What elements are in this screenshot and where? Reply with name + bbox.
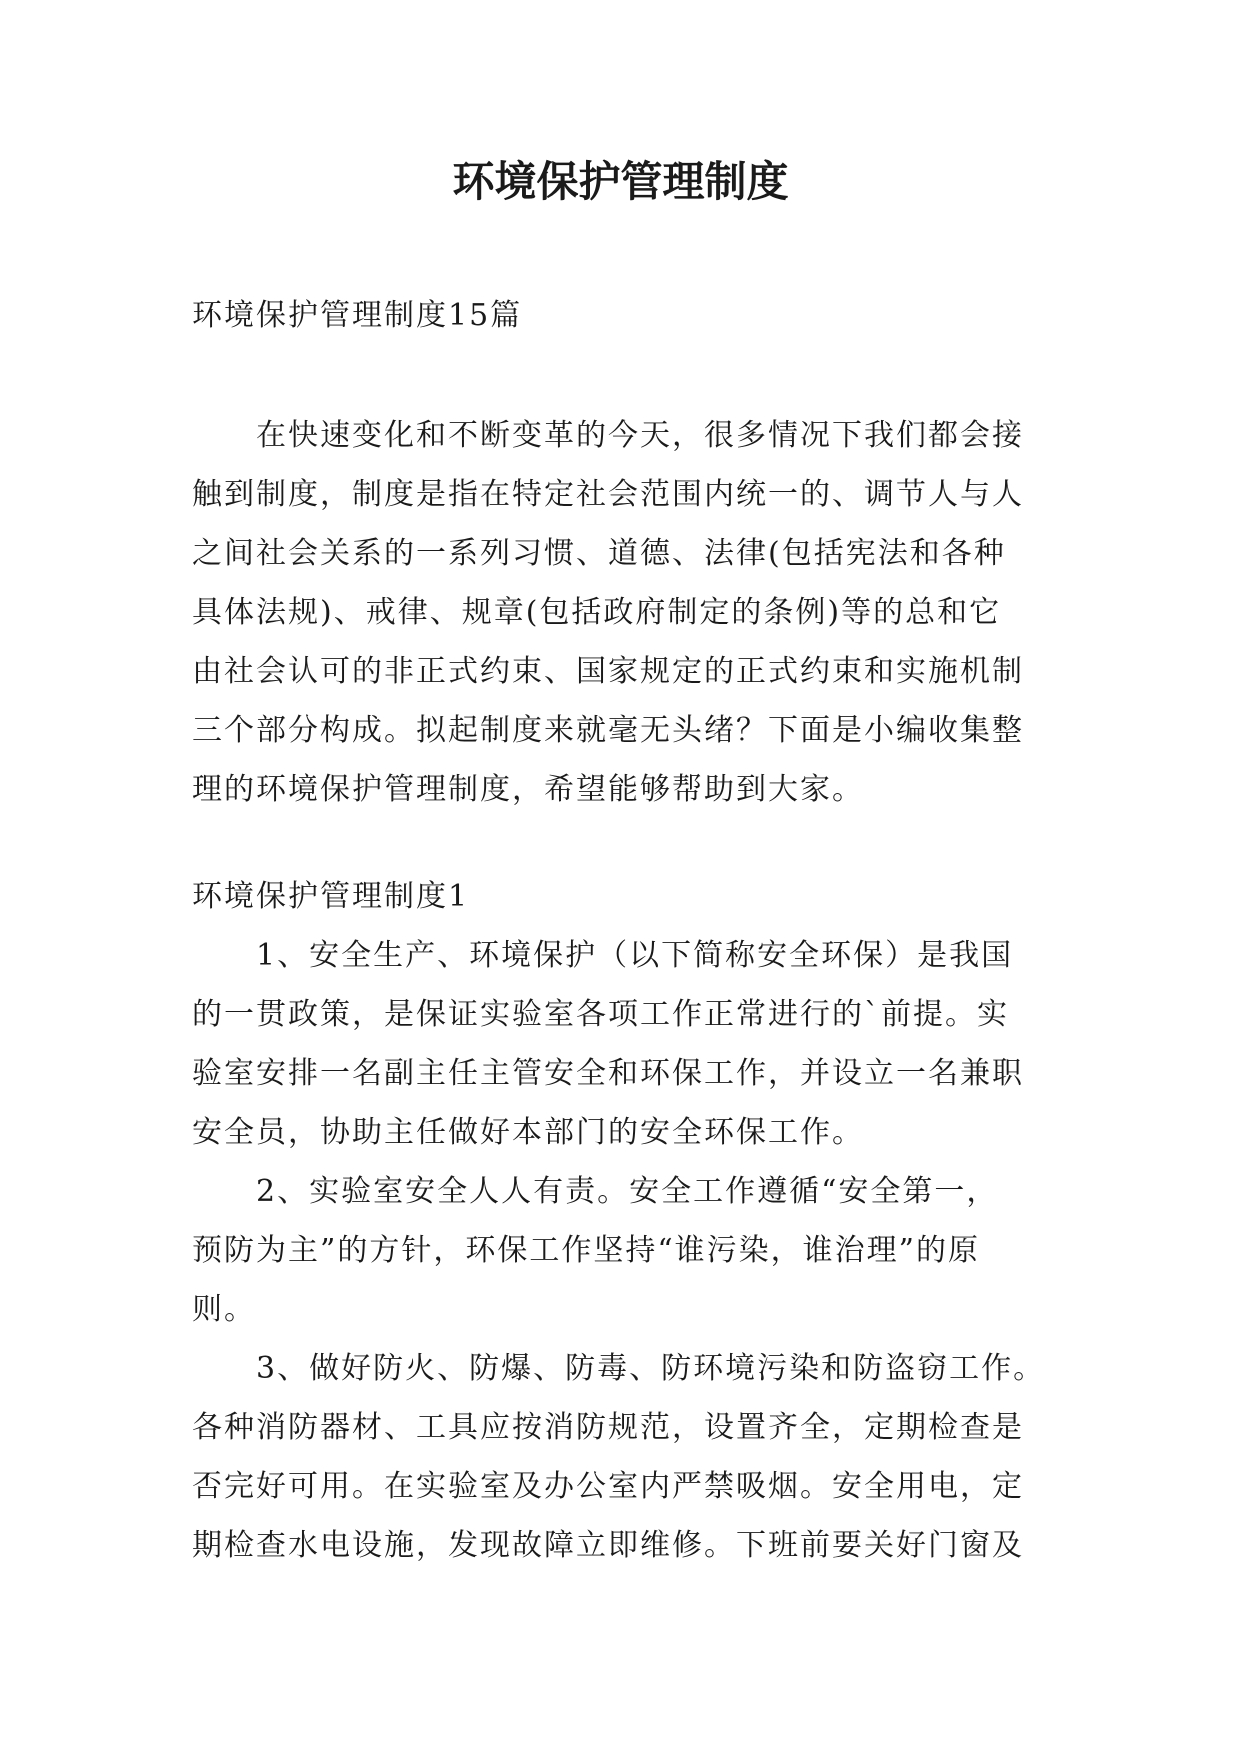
intro-paragraph [192,406,1072,819]
intro-line: 三个部分构成。拟起制度来就毫无头绪？下面是小编收集整 [192,713,1024,748]
section-line: 1、安全生产、环境保护（以下简称安全环保）是我国 [192,938,1014,973]
intro-line: 之间社会关系的一系列习惯、道德、法律(包括宪法和各种 [192,536,1006,571]
intro-line: 具体法规)、戒律、规章(包括政府制定的条例)等的总和它 [192,595,1002,630]
section-heading: 环境保护管理制度1 [192,879,470,914]
document-subtitle: 环境保护管理制度15篇 [192,298,523,333]
intro-line: 触到制度，制度是指在特定社会范围内统一的、调节人与人 [192,477,1024,512]
section-line: 的一贯政策，是保证实验室各项工作正常进行的`前提。实 [192,997,1009,1032]
section-line: 期检查水电设施，发现故障立即维修。下班前要关好门窗及 [192,1528,1024,1563]
section-line: 各种消防器材、工具应按消防规范，设置齐全，定期检查是 [192,1410,1024,1445]
section-body [192,926,1072,1575]
section-line: 3、做好防火、防爆、防毒、防环境污染和防盗窃工作。 [192,1351,1046,1386]
section-line: 2、实验室安全人人有责。安全工作遵循“安全第一， [192,1174,999,1209]
intro-line: 由社会认可的非正式约束、国家规定的正式约束和实施机制 [192,654,1024,689]
section-line: 否完好可用。在实验室及办公室内严禁吸烟。安全用电，定 [192,1469,1024,1504]
section-line: 安全员，协助主任做好本部门的安全环保工作。 [192,1115,864,1150]
page-title: 环境保护管理制度 [452,157,789,206]
section-line: 则。 [192,1292,256,1327]
intro-line: 在快速变化和不断变革的今天，很多情况下我们都会接 [192,418,1024,453]
section-line: 预防为主”的方针，环保工作坚持“谁污染，谁治理”的原 [192,1233,981,1268]
intro-line: 理的环境保护管理制度，希望能够帮助到大家。 [192,772,864,807]
section-line: 验室安排一名副主任主管安全和环保工作，并设立一名兼职 [192,1056,1024,1091]
